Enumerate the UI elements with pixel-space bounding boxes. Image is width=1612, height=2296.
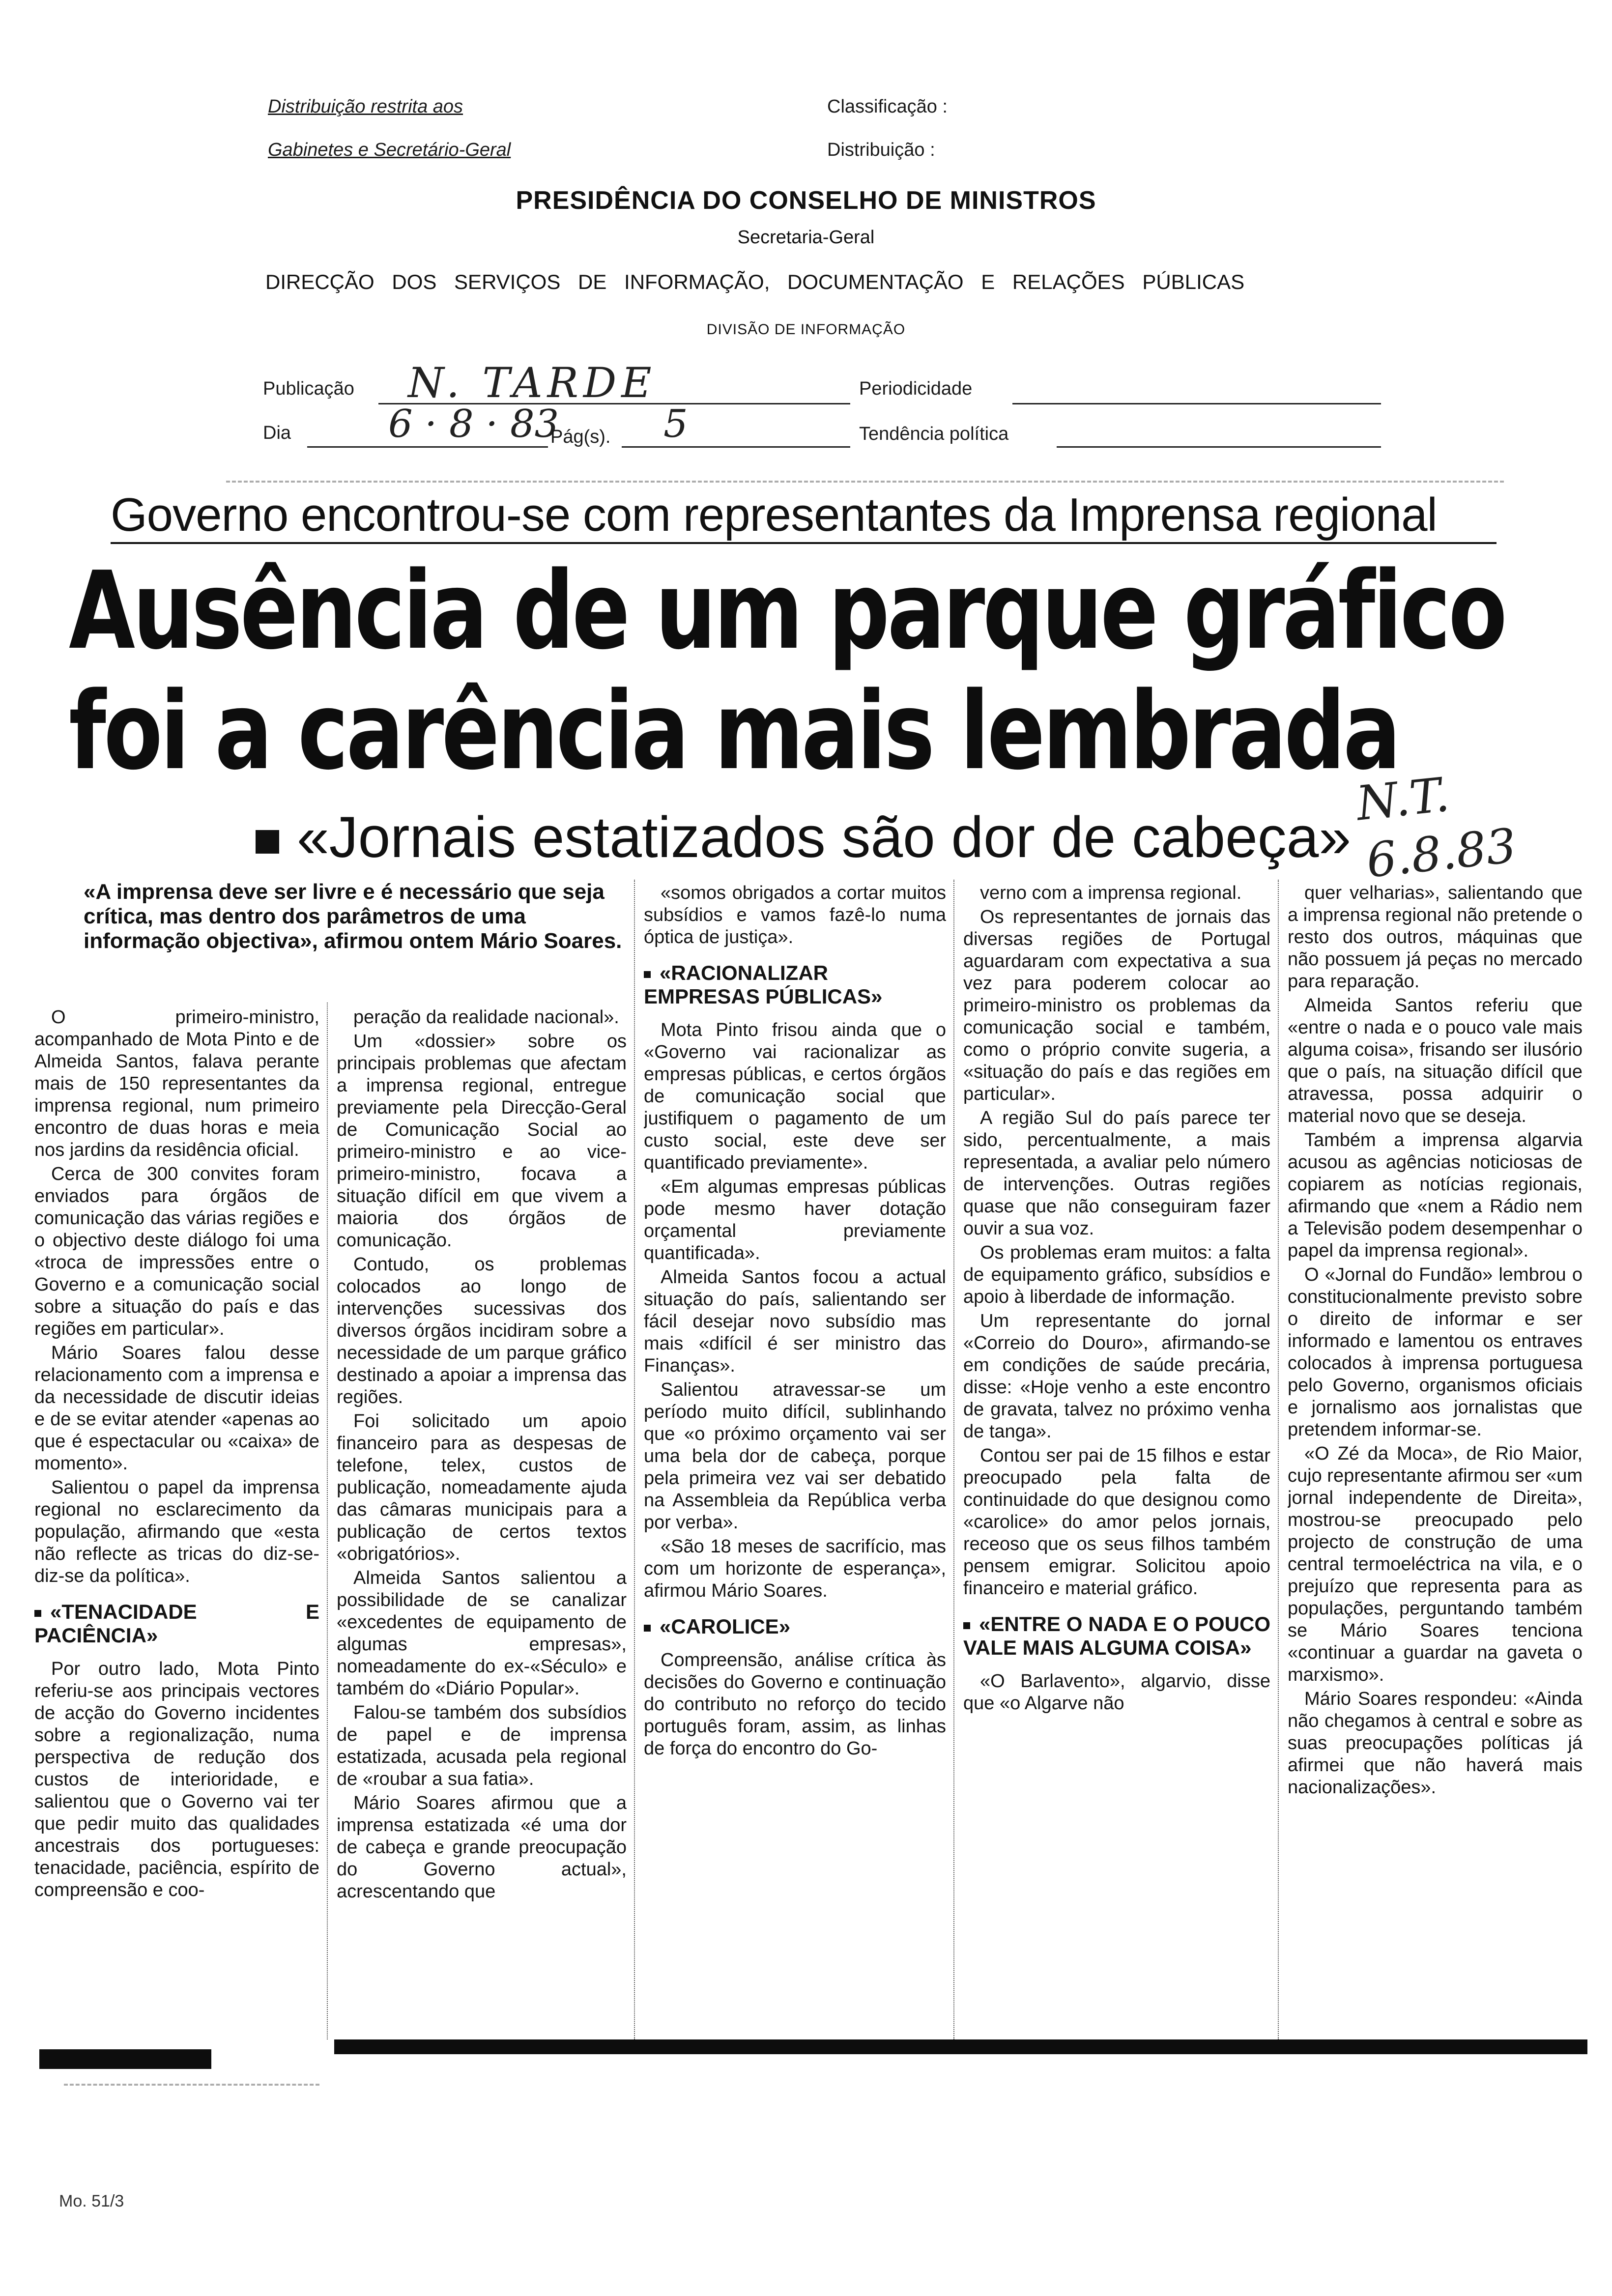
handwritten-note-2: 6.8.83 [1363,818,1519,889]
column-2 [337,1006,627,2038]
paragraph: Salientou atravessar-se um período muito difícil, sublinhando que «o próximo orçamento vai ser uma bela dor de cabeça, porque pela primeira vez vai ser debatido na Assembleia da República verba por verba». [644,1379,946,1533]
paragraph: Mário Soares afirmou que a imprensa estatizada «é uma dor de cabeça e grande preocupação do Governo actual», acrescentando que [337,1793,627,1902]
bottom-bar-right [334,2039,1587,2054]
subhead-text: «Jornais estatizados são dor de cabeça» [297,805,1352,870]
paragraph: Contudo, os problemas colocados ao longo de intervenções sucessivas dos diversos órgãos incidiram sobre a necessidade de um parque gráfico destinado a apoiar a imprensa das regiões. [337,1254,627,1407]
section-bullet-icon [963,1622,970,1629]
scan-noise [64,2084,319,2086]
section-bullet-icon [644,971,651,978]
classification-label: Classificação : [827,96,948,117]
paragraph: Almeida Santos salientou a possibilidade de se canalizar «excedentes de equipamento de algumas empresas», nomeadamente do ex-«Século» e também do «Diário Popular». [337,1568,627,1699]
headline-line-2: foi a carência mais lembrada [69,669,1399,794]
column-1 [34,1006,319,2038]
paragraph: Mário Soares falou desse relacionamento com a imprensa e da necessidade de discutir ideias e de se evitar atender «apenas ao que é espectacular ou «caixa» de momento». [34,1343,319,1474]
distribution-label: Distribuição : [827,140,935,160]
paragraph: A região Sul do país parece ter sido, percentualmente, a mais representada, a avaliar pelo número de intervenções. Outras regiões quase que não conseguiram fazer ouvir a sua voz. [963,1108,1270,1239]
pags-field-line [622,446,850,448]
bottom-bar-left [39,2049,211,2069]
section-heading: «ENTRE O NADA E O POUCO VALE MAIS ALGUMA COISA» [963,1612,1270,1659]
periodicidade-label: Periodicidade [859,378,973,399]
paragraph: Também a imprensa algarvia acusou as agências noticiosas de copiarem as notícias regionais, afirmando que «nem a Rádio nem a Televisão podem desempenhar o papel da imprensa regional». [1288,1130,1583,1261]
paragraph: Mota Pinto frisou ainda que o «Governo vai racionalizar as empresas públicas, e certos órgãos de comunicação social que justifiquem o pagamento de um custo social, este deve ser quantificado previamente». [644,1020,946,1173]
paragraph: Almeida Santos referiu que «entre o nada e o pouco vale mais alguma coisa», frisando ser ilusório que o país, na situação difícil que atravessa, possa adquirir o material novo que se deseja. [1288,995,1583,1126]
paragraph: «O Zé da Moca», de Rio Maior, cujo representante afirmou ser «um jornal independente de Direita», mostrou-se preocupado pelo projecto de construção de uma central termoeléctrica na vila, e o prejuízo que representa para as populações, perguntando também se Mário Soares tenciona «continuar a guardar na gaveta o marxismo». [1288,1443,1583,1685]
pags-label: Pág(s). [550,427,611,447]
publicacao-value: N. TARDE [408,359,657,407]
section-bullet-icon [34,1610,41,1617]
paragraph: verno com a imprensa regional. [980,883,1242,903]
paragraph: Mário Soares respondeu: «Ainda não chegamos à central e sobre as suas preocupações políticas já afirmei que não haverá mais nacionalizações». [1288,1689,1583,1798]
paragraph: Almeida Santos focou a actual situação do país, salientando ser fácil desejar novo subsídio mas mais «difícil é ser ministro das Finanças». [644,1267,946,1376]
column-rule [953,880,954,2039]
section-heading: «RACIONALIZAR EMPRESAS PÚBLICAS» [644,961,883,1008]
publicacao-label: Publicação [263,378,354,399]
paragraph: Os representantes de jornais das diversas regiões de Portugal aguardaram com expectativa a sua vez para poderem colocar ao primeiro-ministro os problemas da comunicação social e também, como o próprio convite sugeria, a «situação do país e das regiões em particular». [963,907,1270,1104]
section-heading: «TENACIDADE E PACIÊNCIA» [34,1600,319,1647]
paragraph: «São 18 meses de sacrifício, mas com um horizonte de esperança», afirmou Mário Soares. [644,1536,946,1601]
paragraph: Um «dossier» sobre os principais problemas que afectam a imprensa regional, entregue previamente pela Direcção-Geral de Comunicação Social ao primeiro-ministro e ao vice-primeiro-ministro, focava a situação difícil em que vivem a maioria dos órgãos de comunicação. [337,1031,627,1251]
dia-label: Dia [263,423,291,443]
column-rule [1278,880,1279,2039]
restricted-line-2: Gabinetes e Secretário-Geral [268,140,511,160]
paragraph: O «Jornal do Fundão» lembrou o constitucionalmente previsto sobre o direito de informar e ser informado e lamentou os entraves colocados à imprensa portuguesa pelo Governo, organismos oficiais e jornalismo aos jornalistas que pretendem informar-se. [1288,1264,1583,1440]
paragraph: Compreensão, análise crítica às decisões do Governo e continuação do contributo no reforço do tecido português foram, assim, as linhas de força do encontro do Go- [644,1650,946,1759]
division-line: DIVISÃO DE INFORMAÇÃO [706,321,906,338]
column-rule [327,1003,328,2039]
periodicidade-field-line [1012,403,1381,404]
direction-line: DIRECÇÃO DOS SERVIÇOS DE INFORMAÇÃO, DOCUMENTAÇÃO E RELAÇÕES PÚBLICAS [265,270,1245,293]
dia-value: 6 · 8 · 83 [388,402,559,446]
subhead [256,805,1352,870]
headline-line-1: Ausência de um parque gráfico [69,549,1505,673]
form-code: Mo. 51/3 [59,2192,124,2210]
handwritten-note-1: N.T. [1353,767,1452,832]
org-subtitle: Secretaria-Geral [737,227,875,248]
pags-value: 5 [663,402,688,446]
dia-field-line [307,446,548,448]
column-3 [644,882,946,2039]
paragraph: quer velharias», salientando que a imprensa regional não pretende o resto dos outros, máquinas que não possuem já peças no mercado para reparação. [1288,883,1583,992]
org-title: PRESIDÊNCIA DO CONSELHO DE MINISTROS [516,186,1096,215]
paragraph: «somos obrigados a cortar muitos subsídios e vamos fazê-lo numa óptica de justiça». [644,883,946,947]
kicker-underline [111,542,1497,544]
column-rule [634,880,635,2039]
paragraph: Por outro lado, Mota Pinto referiu-se aos principais vectores de acção do Governo incidentes sobre a regionalização, numa perspectiva de redução dos custos de interioridade, e salientou que o Governo vai ter que pedir muito das qualidades ancestrais dos portugueses: tenacidade, paciência, espírito de compreensão e coo- [34,1659,319,1900]
subhead-bullet-icon [256,830,279,854]
paragraph: Contou ser pai de 15 filhos e estar preocupado pela falta de continuidade do que designou como «carolice» do amor pelos jornais, receoso que os seus filhos também pensem emigrar. Solicitou apoio financeiro e material gráfico. [963,1445,1270,1599]
paragraph: Os problemas eram muitos: a falta de equipamento gráfico, subsídios e apoio à liberdade de informação. [963,1242,1270,1307]
paragraph: Foi solicitado um apoio financeiro para as despesas de telefone, telex, custos de publicação, nomeadamente ajuda das câmaras municipais para a publicação de certos textos «obrigatórios». [337,1411,627,1564]
paragraph: peração da realidade nacional». [353,1007,619,1028]
article-kicker: Governo encontrou-se com representantes da Imprensa regional [111,488,1437,541]
tendencia-label: Tendência política [859,424,1009,444]
paragraph: O primeiro-ministro, acompanhado de Mota Pinto e de Almeida Santos, falava perante mais de 150 representantes da imprensa regional, num primeiro encontro de duas horas e meia nos jardins da residência oficial. [34,1007,319,1160]
paragraph: Cerca de 300 convites foram enviados para órgãos de comunicação das várias regiões e o objectivo deste diálogo foi uma «troca de impressões entre o Governo e a comunicação social sobre a situação do país e das regiões em particular». [34,1164,319,1339]
paragraph: «O Barlavento», algarvio, disse que «o Algarve não [963,1671,1270,1714]
column-4 [963,882,1270,2039]
section-heading: «CAROLICE» [644,1615,946,1638]
tendencia-field-line [1057,446,1381,448]
paragraph: «Em algumas empresas públicas pode mesmo haver dotação orçamental previamente quantificada». [644,1177,946,1263]
paragraph: Um representante do jornal «Correio do Douro», afirmando-se em condições de saúde precária, disse: «Hoje venho a este encontro de gravata, talvez no próximo venha de tanga». [963,1311,1270,1442]
article-lead: «A imprensa deve ser livre e é necessário que seja crítica, mas dentro dos parâmetros de uma informação objectiva», afirmou ontem Mário Soares. [84,880,622,953]
scan-noise [226,481,1504,483]
column-5 [1288,882,1583,2039]
paragraph: Salientou o papel da imprensa regional no esclarecimento da população, afirmando que «esta não reflecte as tricas do diz-se-diz-se da política». [34,1477,319,1586]
restricted-line-1: Distribuição restrita aos [268,96,463,117]
paragraph: Falou-se também dos subsídios de papel e de imprensa estatizada, acusada pela regional de «roubar a sua fatia». [337,1702,627,1789]
section-bullet-icon [644,1625,651,1632]
